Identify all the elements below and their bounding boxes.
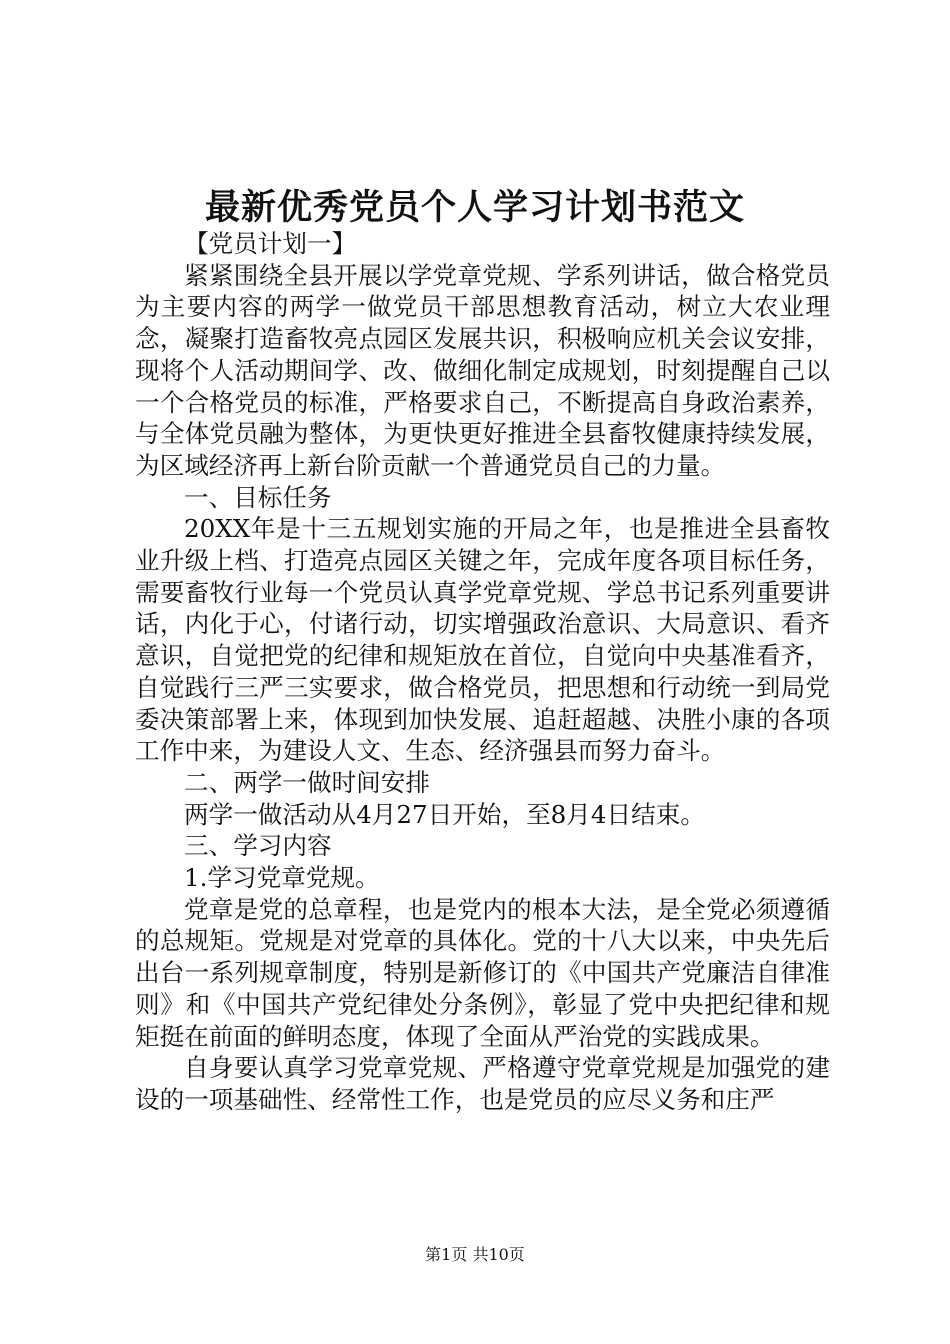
heading-content: 三、学习内容 — [184, 831, 332, 861]
document-body — [135, 228, 830, 1116]
rules-paragraph: 党章是党的总章程，也是党内的根本大法，是全党必须遵循的总规矩。党规是对党章的具体化。党的十八大以来，中央先后出台一系列规章制度，特别是新修订的《中国共产党廉洁自律准则》和《中国共产党纪律处分条例》，彰显了党中央把纪律和规矩挺在前面的鲜明态度，体现了全面从严治党的实践成果。 — [135, 894, 830, 1051]
heading-goals: 一、目标任务 — [184, 482, 332, 512]
heading-schedule: 二、两学一做时间安排 — [184, 767, 430, 797]
page-footer: 第1页 共10页 — [425, 1245, 525, 1264]
subheading-study-rules: 1.学习党章党规。 — [184, 863, 380, 893]
document-title: 最新优秀党员个人学习计划书范文 — [204, 187, 745, 228]
section-label-plan-one: 【党员计划一】 — [184, 229, 357, 258]
self-study-paragraph: 自身要认真学习党章党规、严格遵守党章党规是加强党的建设的一项基础性、经常性工作，也是党员的应尽义务和庄严 — [135, 1053, 830, 1114]
schedule-paragraph: 两学一做活动从4月27日开始，至8月4日结束。 — [184, 799, 705, 829]
intro-paragraph: 紧紧围绕全县开展以学党章党规、学系列讲话，做合格党员为主要内容的两学一做党员干部思想教育活动，树立大农业理念，凝聚打造畜牧亮点园区发展共识，积极响应机关会议安排，现将个人活动期间学、改、做细化制定成规划，时刻提醒自己以一个合格党员的标准，严格要求自己，不断提高自身政治素养，与全体党员融为整体，为更快更好推进全县畜牧健康持续发展，为区域经济再上新台阶贡献一个普通党员自己的力量。 — [135, 260, 830, 480]
goals-paragraph: 20XX年是十三五规划实施的开局之年，也是推进全县畜牧业升级上档、打造亮点园区关键之年，完成年度各项目标任务，需要畜牧行业每一个党员认真学党章党规、学总书记系列重要讲话，内化于心，付诸行动，切实增强政治意识、大局意识、看齐意识，自觉把党的纪律和规矩放在首位，自觉向中央基准看齐，自觉践行三严三实要求，做合格党员，把思想和行动统一到局党委决策部署上来，体现到加快发展、追赶超越、决胜小康的各项工作中来，为建设人文、生态、经济强县而努力奋斗。 — [135, 514, 830, 766]
